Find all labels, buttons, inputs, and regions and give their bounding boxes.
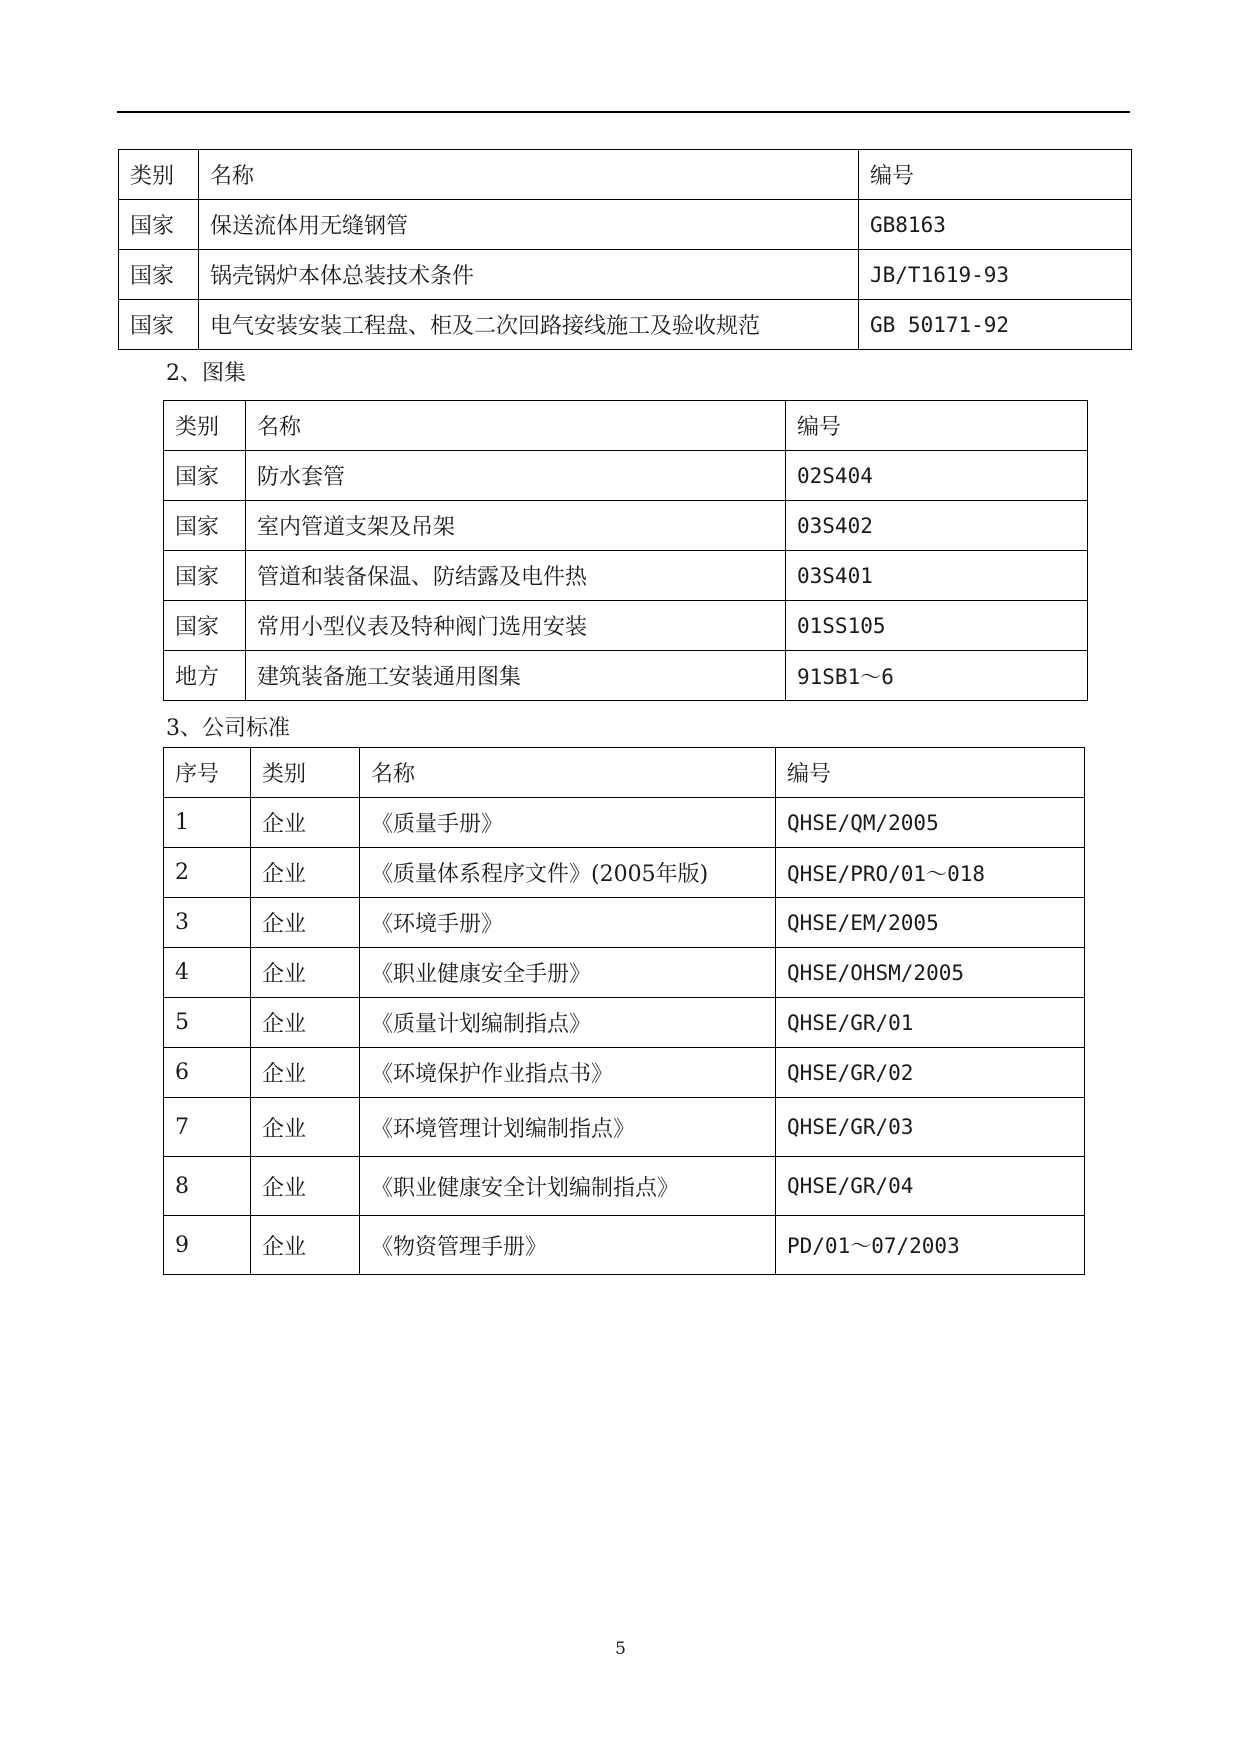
atlas-table: [163, 400, 1088, 701]
index-cell: 8: [164, 1157, 251, 1216]
index-cell: 5: [164, 998, 251, 1048]
name-cell: 《职业健康安全计划编制指点》: [360, 1157, 776, 1216]
code-cell: 03S401: [786, 551, 1088, 601]
table-row: [164, 601, 1088, 651]
header-cell: 编号: [776, 748, 1085, 798]
name-cell: 《环境手册》: [360, 898, 776, 948]
code-cell: JB/T1619-93: [859, 250, 1132, 300]
code-cell: 01SS105: [786, 601, 1088, 651]
table-row: [164, 1048, 1085, 1098]
category-cell: 国家: [164, 451, 246, 501]
header-cell: 名称: [199, 150, 859, 200]
name-cell: 防水套管: [246, 451, 786, 501]
category-cell: 企业: [251, 1157, 360, 1216]
header-cell: 名称: [360, 748, 776, 798]
name-cell: 《环境管理计划编制指点》: [360, 1098, 776, 1157]
category-cell: 国家: [164, 501, 246, 551]
category-cell: 企业: [251, 798, 360, 848]
category-cell: 地方: [164, 651, 246, 701]
name-cell: 《质量手册》: [360, 798, 776, 848]
category-cell: 企业: [251, 1216, 360, 1275]
code-cell: 91SB1～6: [786, 651, 1088, 701]
index-cell: 2: [164, 848, 251, 898]
category-cell: 企业: [251, 848, 360, 898]
header-cell: 编号: [859, 150, 1132, 200]
category-cell: 国家: [119, 250, 199, 300]
table-row: [164, 451, 1088, 501]
table-header-row: [164, 401, 1088, 451]
code-cell: QHSE/OHSM/2005: [776, 948, 1085, 998]
category-cell: 国家: [119, 300, 199, 350]
table-row: [119, 200, 1132, 250]
section-title-atlas: 2、图集: [166, 361, 246, 386]
code-cell: QHSE/PRO/01～018: [776, 848, 1085, 898]
code-cell: QHSE/GR/04: [776, 1157, 1085, 1216]
name-cell: 管道和装备保温、防结露及电件热: [246, 551, 786, 601]
table-row: [119, 300, 1132, 350]
category-cell: 企业: [251, 998, 360, 1048]
table-row: [164, 848, 1085, 898]
category-cell: 国家: [164, 551, 246, 601]
table-row: [164, 1098, 1085, 1157]
index-cell: 7: [164, 1098, 251, 1157]
index-cell: 4: [164, 948, 251, 998]
table-header-row: [119, 150, 1132, 200]
table-header-row: [164, 748, 1085, 798]
category-cell: 企业: [251, 948, 360, 998]
company-standards-table: [163, 747, 1085, 1275]
code-cell: GB 50171-92: [859, 300, 1132, 350]
code-cell: QHSE/GR/02: [776, 1048, 1085, 1098]
index-cell: 9: [164, 1216, 251, 1275]
section-title-company-standards: 3、公司标准: [166, 716, 290, 741]
code-cell: QHSE/EM/2005: [776, 898, 1085, 948]
name-cell: 电气安装安装工程盘、柜及二次回路接线施工及验收规范: [199, 300, 859, 350]
index-cell: 6: [164, 1048, 251, 1098]
code-cell: 02S404: [786, 451, 1088, 501]
code-cell: QHSE/GR/01: [776, 998, 1085, 1048]
category-cell: 企业: [251, 1048, 360, 1098]
table-row: [164, 1157, 1085, 1216]
index-cell: 1: [164, 798, 251, 848]
name-cell: 《质量体系程序文件》(2005年版): [360, 848, 776, 898]
table-row: [164, 1216, 1085, 1275]
code-cell: QHSE/GR/03: [776, 1098, 1085, 1157]
code-cell: PD/01～07/2003: [776, 1216, 1085, 1275]
standards-table: [118, 149, 1132, 350]
code-cell: GB8163: [859, 200, 1132, 250]
index-cell: 3: [164, 898, 251, 948]
name-cell: 建筑装备施工安装通用图集: [246, 651, 786, 701]
name-cell: 室内管道支架及吊架: [246, 501, 786, 551]
category-cell: 企业: [251, 898, 360, 948]
table-row: [164, 898, 1085, 948]
name-cell: 《质量计划编制指点》: [360, 998, 776, 1048]
header-cell: 类别: [164, 401, 246, 451]
header-cell: 编号: [786, 401, 1088, 451]
table-row: [164, 501, 1088, 551]
category-cell: 企业: [251, 1098, 360, 1157]
category-cell: 国家: [119, 200, 199, 250]
category-cell: 国家: [164, 601, 246, 651]
name-cell: 常用小型仪表及特种阀门选用安装: [246, 601, 786, 651]
table-row: [164, 948, 1085, 998]
name-cell: 《环境保护作业指点书》: [360, 1048, 776, 1098]
name-cell: 《职业健康安全手册》: [360, 948, 776, 998]
table-row: [164, 551, 1088, 601]
name-cell: 锅壳锅炉本体总装技术条件: [199, 250, 859, 300]
page-number: 5: [615, 1639, 626, 1659]
header-cell: 名称: [246, 401, 786, 451]
header-cell: 类别: [251, 748, 360, 798]
name-cell: 《物资管理手册》: [360, 1216, 776, 1275]
code-cell: 03S402: [786, 501, 1088, 551]
code-cell: QHSE/QM/2005: [776, 798, 1085, 848]
header-cell: 类别: [119, 150, 199, 200]
table-row: [119, 250, 1132, 300]
header-rule: [117, 111, 1130, 113]
name-cell: 保送流体用无缝钢管: [199, 200, 859, 250]
table-row: [164, 798, 1085, 848]
table-row: [164, 998, 1085, 1048]
header-cell: 序号: [164, 748, 251, 798]
table-row: [164, 651, 1088, 701]
